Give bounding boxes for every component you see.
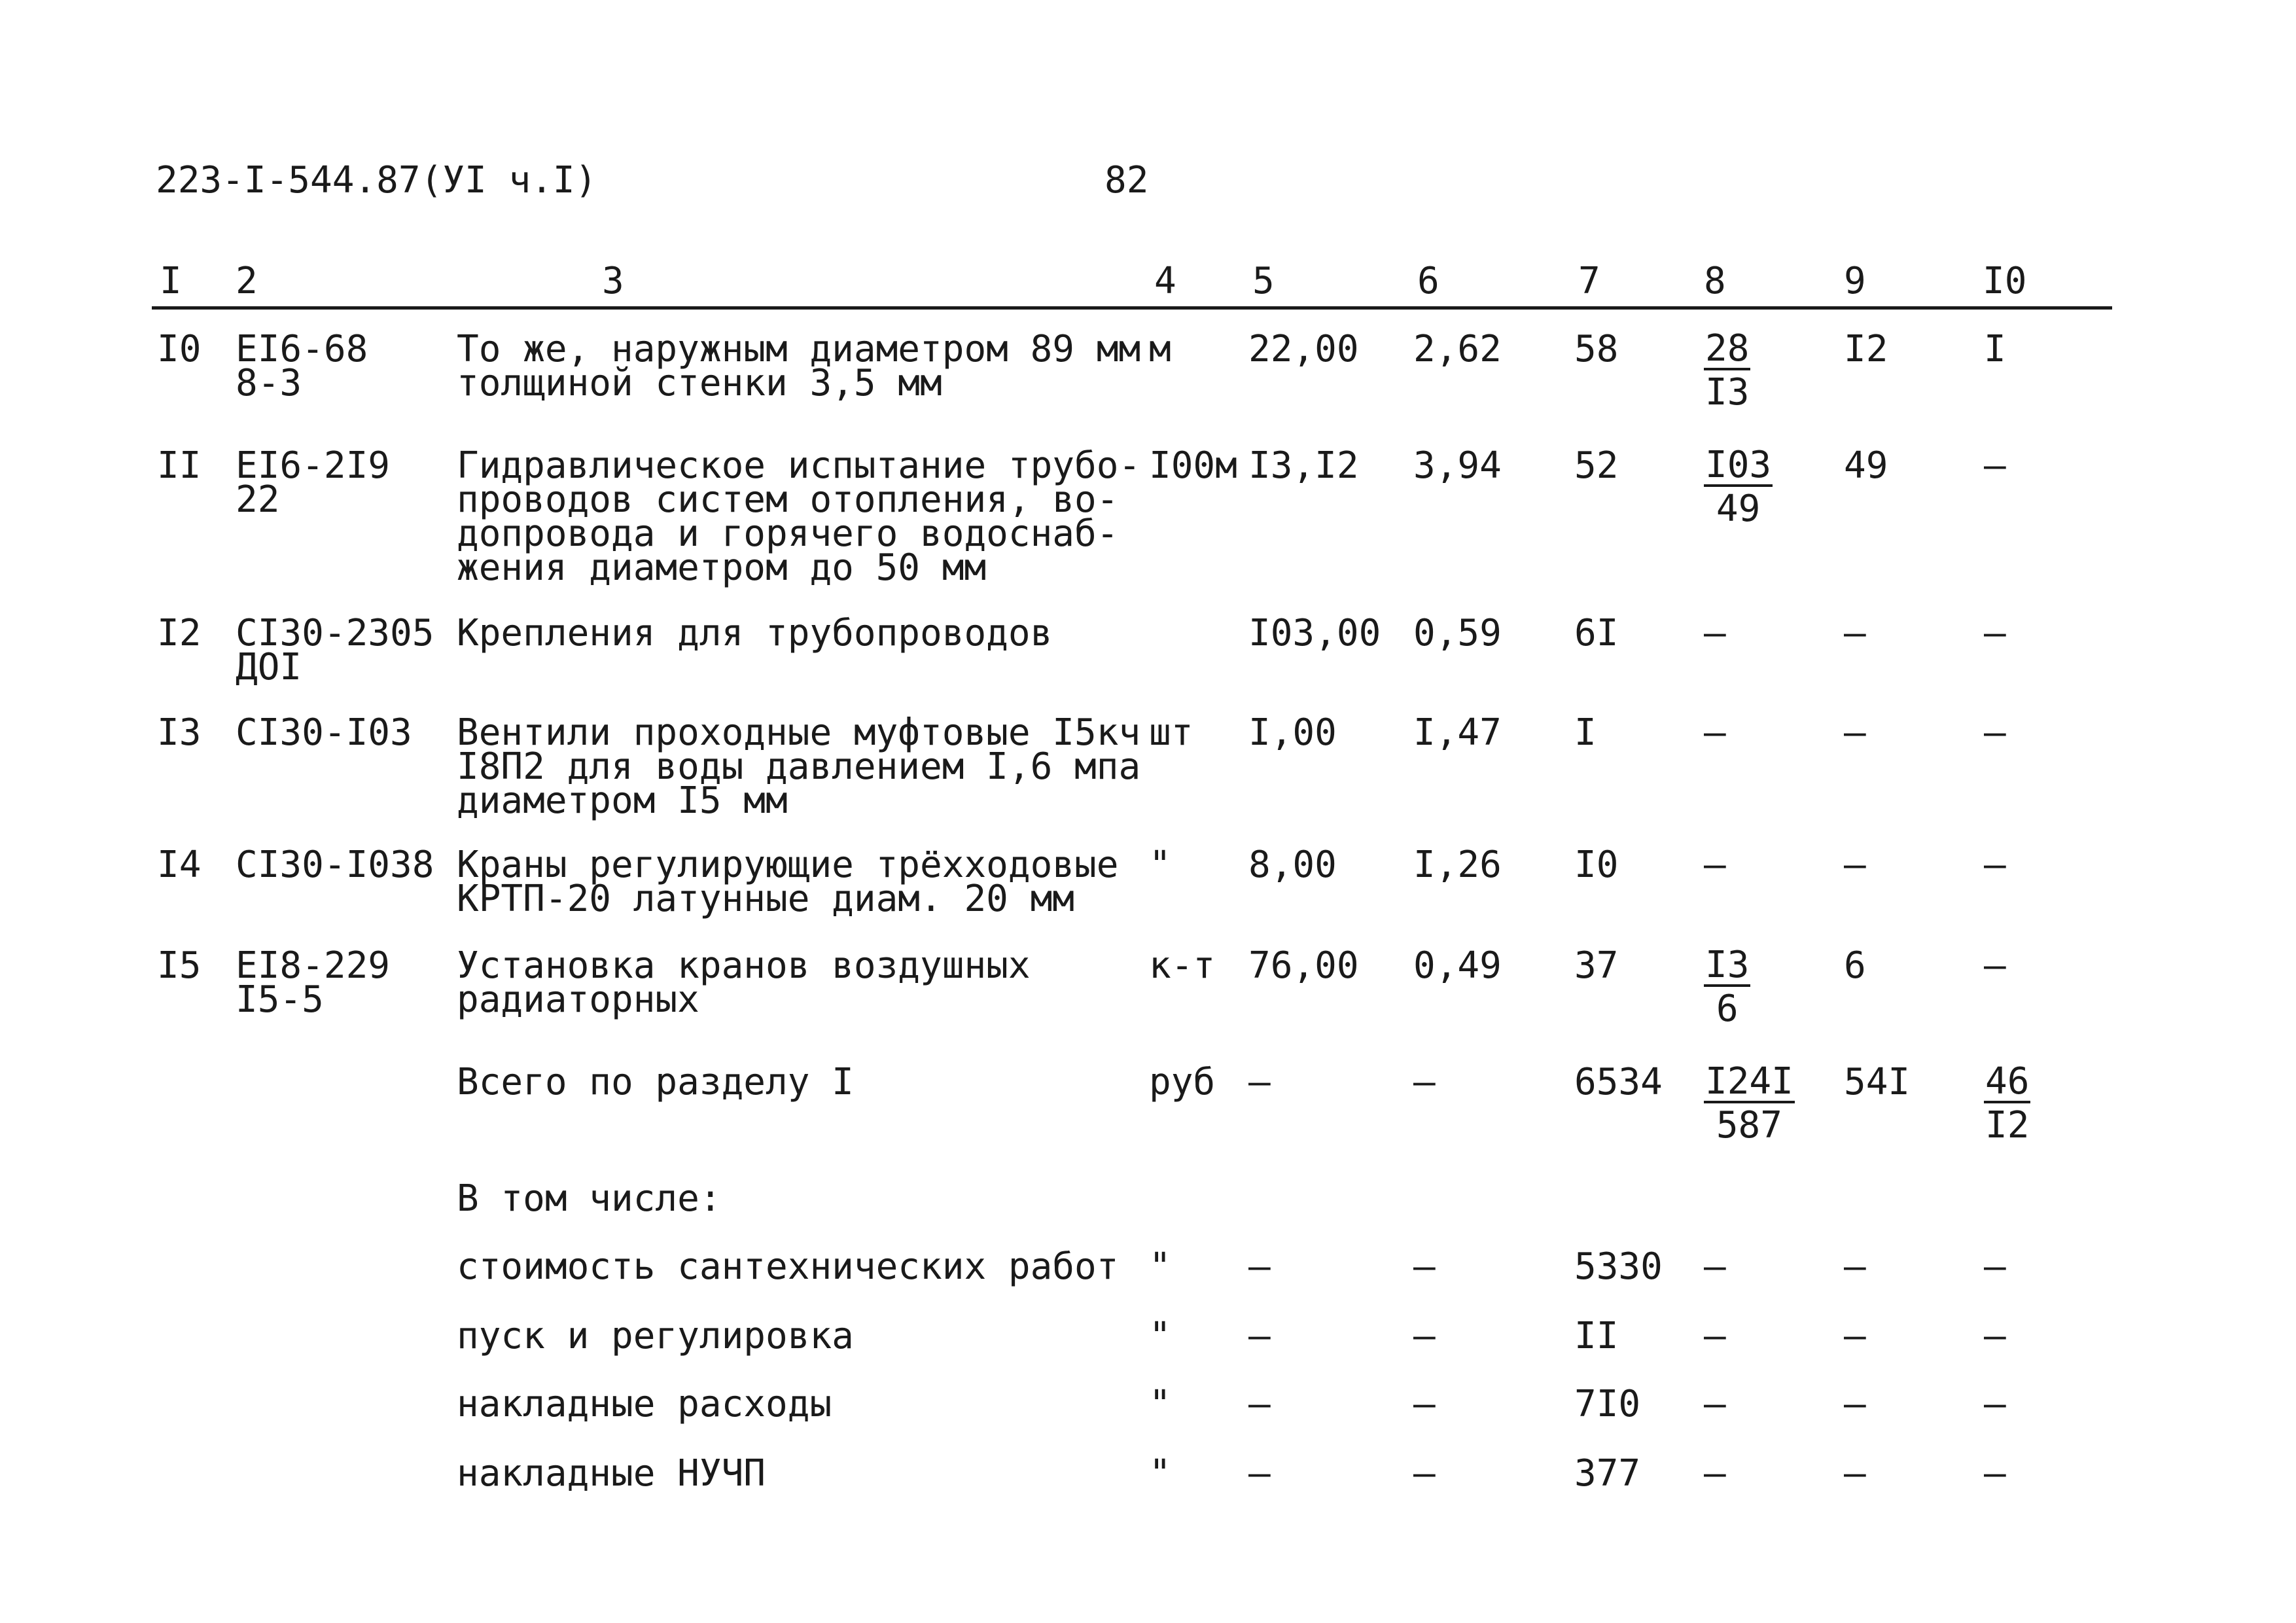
work-description <box>457 612 1053 654</box>
unit: " <box>1149 844 1171 886</box>
row-number: I5 <box>157 944 202 987</box>
quantity: – <box>1248 1452 1271 1495</box>
unit: " <box>1149 1452 1171 1495</box>
column-header-7: 7 <box>1578 260 1600 302</box>
total-cost: 7I0 <box>1574 1383 1641 1425</box>
unit-price: – <box>1413 1452 1436 1495</box>
quantity: I3,I2 <box>1248 444 1359 487</box>
rate-code <box>236 444 391 521</box>
rate-code-line: EI6-2I9 <box>236 444 391 487</box>
column-header-9: 9 <box>1844 260 1866 302</box>
total-cost: I0 <box>1574 844 1619 886</box>
machine-cost: – <box>1844 612 1866 654</box>
column-header-2: 2 <box>236 260 258 302</box>
rate-code-line: EI8-229 <box>236 944 391 987</box>
breakdown-label: накладные расходы <box>457 1383 832 1425</box>
wages-fraction <box>1704 1060 1795 1148</box>
machine-cost: 54I <box>1844 1061 1911 1103</box>
wages: – <box>1704 1383 1726 1425</box>
machine-cost: – <box>1844 1245 1866 1288</box>
machine-wages-numerator: 46 <box>1985 1060 2030 1103</box>
machine-cost: 49 <box>1844 444 1888 487</box>
wages: – <box>1704 711 1726 754</box>
machine-wages: – <box>1984 612 2006 654</box>
machine-wages: – <box>1984 1245 2006 1288</box>
wages: – <box>1704 1452 1726 1495</box>
row-number: I2 <box>157 612 202 654</box>
breakdown-label: стоимость сантехнических работ <box>457 1245 1119 1288</box>
unit: м <box>1149 328 1171 370</box>
work-description-line: Установка кранов воздушных <box>457 944 1031 987</box>
rate-code-line: I5-5 <box>236 978 324 1021</box>
total-cost: 6I <box>1574 612 1619 654</box>
row-number: II <box>157 444 202 487</box>
document-code: 223-I-544.87(УI ч.I) <box>156 159 597 202</box>
unit: шт <box>1149 711 1193 754</box>
work-description-line: диаметром I5 мм <box>457 779 788 822</box>
quantity: – <box>1248 1245 1271 1288</box>
machine-wages: – <box>1984 1383 2006 1425</box>
column-header-10: I0 <box>1983 260 2027 302</box>
work-description <box>457 328 1141 404</box>
wages-numerator: I24I <box>1705 1060 1793 1103</box>
total-cost: 5330 <box>1574 1245 1663 1288</box>
rate-code-line: ДОI <box>236 646 302 688</box>
work-description-line: То же, наружным диаметром 89 мм <box>457 328 1141 370</box>
rate-code-line: 22 <box>236 478 280 521</box>
unit-price: 0,49 <box>1413 944 1502 987</box>
machine-cost: – <box>1844 1315 1866 1357</box>
unit-price: 3,94 <box>1413 444 1502 487</box>
including-label: В том числе: <box>457 1177 722 1220</box>
unit-price: – <box>1413 1383 1436 1425</box>
rate-code <box>236 328 368 404</box>
work-description <box>457 444 1141 589</box>
total-cost: 377 <box>1574 1452 1641 1495</box>
unit-price: – <box>1413 1245 1436 1288</box>
wages: – <box>1704 612 1726 654</box>
rate-code <box>236 711 412 754</box>
total-cost: 58 <box>1574 328 1619 370</box>
wages: – <box>1704 1315 1726 1357</box>
unit-price: – <box>1413 1061 1436 1103</box>
rate-code-line: CI30-I03 <box>236 711 412 754</box>
work-description <box>457 844 1119 920</box>
wages: – <box>1704 1245 1726 1288</box>
rate-code-line: CI30-2305 <box>236 612 434 654</box>
work-description-line: Крепления для трубопроводов <box>457 612 1053 654</box>
unit: " <box>1149 1315 1171 1357</box>
rate-code <box>236 844 434 886</box>
wages-fraction <box>1704 946 1750 1031</box>
header-rule <box>152 306 2112 310</box>
machine-wages: I <box>1984 328 2006 370</box>
unit: I00м <box>1149 444 1237 487</box>
work-description-line: допровода и горячего водоснаб- <box>457 512 1119 555</box>
rate-code-line: EI6-68 <box>236 328 368 370</box>
quantity: 76,00 <box>1248 944 1359 987</box>
work-description-line: Вентили проходные муфтовые I5кч <box>457 711 1141 754</box>
unit: руб <box>1149 1061 1216 1103</box>
machine-wages: – <box>1984 1452 2006 1495</box>
row-number: I0 <box>157 328 202 370</box>
quantity: – <box>1248 1061 1271 1103</box>
unit-price: 0,59 <box>1413 612 1502 654</box>
wages-denominator: 49 <box>1716 488 1761 530</box>
work-description-line: радиаторных <box>457 978 699 1021</box>
work-description-line: проводов систем отопления, во- <box>457 478 1119 521</box>
wages-numerator: 28 <box>1705 327 1750 370</box>
breakdown-label: пуск и регулировка <box>457 1315 854 1357</box>
machine-wages: – <box>1984 444 2006 487</box>
work-description-line: I8П2 для воды давлением I,6 мпа <box>457 745 1141 788</box>
page-number: 82 <box>1104 159 1149 202</box>
column-header-4: 4 <box>1154 260 1176 302</box>
quantity: I03,00 <box>1248 612 1381 654</box>
column-header-5: 5 <box>1252 260 1275 302</box>
total-cost: 6534 <box>1574 1061 1663 1103</box>
work-description <box>457 711 1141 822</box>
machine-cost: – <box>1844 844 1866 886</box>
rate-code <box>236 612 434 688</box>
work-description-line: Краны регулирующие трёхходовые <box>457 844 1119 886</box>
work-description-line: жения диаметром до 50 мм <box>457 546 987 589</box>
unit: " <box>1149 1245 1171 1288</box>
machine-wages: – <box>1984 711 2006 754</box>
breakdown-label: накладные НУЧП <box>457 1452 766 1495</box>
work-description-line: КРТП-20 латунные диам. 20 мм <box>457 878 1075 920</box>
row-number: I4 <box>157 844 202 886</box>
unit: к-т <box>1149 944 1216 987</box>
work-description <box>457 944 1031 1021</box>
column-header-3: 3 <box>602 260 624 302</box>
wages-numerator: I03 <box>1705 444 1772 486</box>
work-description-line: Гидравлическое испытание трубо- <box>457 444 1141 487</box>
machine-wages: – <box>1984 844 2006 886</box>
machine-cost: – <box>1844 1452 1866 1495</box>
wages-numerator: I3 <box>1705 944 1750 986</box>
column-header-8: 8 <box>1704 260 1726 302</box>
work-description-line: толщиной стенки 3,5 мм <box>457 362 942 404</box>
machine-cost: – <box>1844 711 1866 754</box>
unit-price: I,47 <box>1413 711 1502 754</box>
quantity: 22,00 <box>1248 328 1359 370</box>
rate-code-line: CI30-I038 <box>236 844 434 886</box>
quantity: 8,00 <box>1248 844 1337 886</box>
machine-wages-fraction <box>1984 1060 2030 1148</box>
wages-fraction <box>1704 327 1750 415</box>
column-header-1: I <box>160 260 182 302</box>
wages-fraction <box>1704 446 1773 531</box>
unit-price: – <box>1413 1315 1436 1357</box>
total-cost: I <box>1574 711 1597 754</box>
rate-code-line: 8-3 <box>236 362 302 404</box>
wages: – <box>1704 844 1726 886</box>
row-number: I3 <box>157 711 202 754</box>
quantity: – <box>1248 1315 1271 1357</box>
machine-wages: – <box>1984 1315 2006 1357</box>
total-cost: II <box>1574 1315 1619 1357</box>
unit-price: 2,62 <box>1413 328 1502 370</box>
wages-denominator: 587 <box>1716 1104 1782 1147</box>
unit: " <box>1149 1383 1171 1425</box>
machine-cost: 6 <box>1844 944 1866 987</box>
wages-denominator: 6 <box>1716 988 1739 1030</box>
machine-wages-denominator: I2 <box>1985 1104 2030 1147</box>
column-header-6: 6 <box>1417 260 1439 302</box>
total-cost: 37 <box>1574 944 1619 987</box>
machine-wages: – <box>1984 944 2006 987</box>
quantity: I,00 <box>1248 711 1337 754</box>
unit-price: I,26 <box>1413 844 1502 886</box>
machine-cost: – <box>1844 1383 1866 1425</box>
quantity: – <box>1248 1383 1271 1425</box>
machine-cost: I2 <box>1844 328 1888 370</box>
rate-code <box>236 944 391 1021</box>
wages-denominator: I3 <box>1705 371 1750 414</box>
section-total-label: Всего по разделу I <box>457 1061 854 1103</box>
total-cost: 52 <box>1574 444 1619 487</box>
